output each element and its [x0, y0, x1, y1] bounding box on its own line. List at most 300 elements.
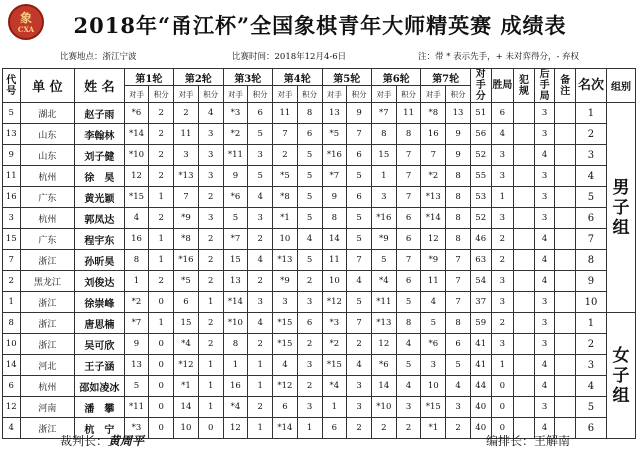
- subheader-round-2-opp: 对手: [174, 86, 199, 103]
- rank: 3: [576, 355, 607, 376]
- player-unit: 黑龙江: [20, 271, 75, 292]
- subheader-round-3-pts: 积分: [248, 86, 273, 103]
- player-code: 15: [3, 229, 21, 250]
- compiler: 编排长：王解南: [486, 434, 571, 448]
- round-7-points: 5: [446, 355, 471, 376]
- table-row: [3, 376, 636, 397]
- round-6-points: 7: [396, 250, 421, 271]
- opponent-points: 41: [470, 334, 491, 355]
- round-7-opponent: 16: [421, 124, 446, 145]
- round-6-opponent: *4: [371, 271, 396, 292]
- round-5-points: 7: [347, 124, 372, 145]
- opponent-points: 54: [470, 271, 491, 292]
- round-5-opponent: *15: [322, 355, 347, 376]
- remark: [555, 397, 576, 418]
- subheader-round-1-opp: 对手: [124, 86, 149, 103]
- subheader-round-4-pts: 积分: [297, 86, 322, 103]
- round-6-points: 6: [396, 271, 421, 292]
- round-2-opponent: 11: [174, 124, 199, 145]
- opponent-points: 37: [470, 292, 491, 313]
- wins: 2: [491, 250, 514, 271]
- round-2-points: 2: [198, 250, 223, 271]
- round-5-points: 5: [347, 166, 372, 187]
- round-3-points: 4: [248, 313, 273, 334]
- round-6-points: 5: [396, 355, 421, 376]
- round-2-opponent: 15: [174, 313, 199, 334]
- player-name: 唐思楠: [75, 313, 124, 334]
- round-4-points: 2: [297, 376, 322, 397]
- round-2-opponent: 14: [174, 397, 199, 418]
- round-1-opponent: *10: [124, 145, 149, 166]
- round-7-opponent: 4: [421, 292, 446, 313]
- fouls: [514, 229, 535, 250]
- player-unit: 杭州: [20, 376, 75, 397]
- group-female: 女子组: [606, 313, 635, 439]
- player-code: 6: [3, 376, 21, 397]
- round-1-opponent: 13: [124, 355, 149, 376]
- round-4-opponent: 11: [273, 103, 298, 124]
- round-4-opponent: 2: [273, 145, 298, 166]
- header-group: 组别: [606, 69, 635, 103]
- rank: 1: [576, 313, 607, 334]
- round-1-points: 2: [149, 124, 174, 145]
- round-3-opponent: 12: [223, 418, 248, 439]
- subheader-round-1-pts: 积分: [149, 86, 174, 103]
- subheader-round-3-opp: 对手: [223, 86, 248, 103]
- round-2-points: 2: [198, 313, 223, 334]
- round-1-points: 1: [149, 187, 174, 208]
- player-name: 赵子雨: [75, 103, 124, 124]
- header-fouls: 犯规: [514, 69, 535, 103]
- remark: [555, 250, 576, 271]
- round-4-points: 6: [297, 313, 322, 334]
- round-3-points: 2: [248, 271, 273, 292]
- table-row: [3, 355, 636, 376]
- round-6-opponent: *13: [371, 313, 396, 334]
- player-unit: 广东: [20, 187, 75, 208]
- player-name: 徐 昊: [75, 166, 124, 187]
- player-unit: 山东: [20, 145, 75, 166]
- rank: 9: [576, 271, 607, 292]
- meta-time: 比赛时间：2018年12月4-6日: [232, 52, 347, 62]
- round-3-opponent: *14: [223, 292, 248, 313]
- rank: 1: [576, 103, 607, 124]
- player-name: 程宇东: [75, 229, 124, 250]
- round-4-opponent: 6: [273, 397, 298, 418]
- round-4-points: 5: [297, 250, 322, 271]
- round-1-opponent: 12: [124, 166, 149, 187]
- table-row: [3, 313, 636, 334]
- player-unit: 湖北: [20, 103, 75, 124]
- player-name: 李翰林: [75, 124, 124, 145]
- fouls: [514, 292, 535, 313]
- back-wins: 3: [534, 187, 555, 208]
- round-6-opponent: 14: [371, 376, 396, 397]
- round-3-opponent: 13: [223, 271, 248, 292]
- round-7-points: 9: [446, 145, 471, 166]
- round-5-opponent: 11: [322, 250, 347, 271]
- chief-label: 裁判长：: [60, 434, 109, 448]
- opponent-points: 52: [470, 208, 491, 229]
- remark: [555, 145, 576, 166]
- round-7-points: 4: [446, 376, 471, 397]
- rank: 6: [576, 418, 607, 439]
- round-5-points: 6: [347, 145, 372, 166]
- round-2-opponent: 10: [174, 418, 199, 439]
- round-7-opponent: *13: [421, 187, 446, 208]
- rank: 10: [576, 292, 607, 313]
- table-row: [3, 208, 636, 229]
- round-2-opponent: *8: [174, 229, 199, 250]
- remark: [555, 271, 576, 292]
- opponent-points: 59: [470, 313, 491, 334]
- fouls: [514, 355, 535, 376]
- rank: 2: [576, 124, 607, 145]
- player-code: 16: [3, 187, 21, 208]
- back-wins: 3: [534, 124, 555, 145]
- round-3-points: 6: [248, 103, 273, 124]
- player-name: 徐崇峰: [75, 292, 124, 313]
- fouls: [514, 313, 535, 334]
- round-5-opponent: *5: [322, 124, 347, 145]
- remark: [555, 166, 576, 187]
- fouls: [514, 250, 535, 271]
- round-1-opponent: *11: [124, 397, 149, 418]
- fouls: [514, 376, 535, 397]
- header-wins: 胜局: [491, 69, 514, 103]
- round-5-opponent: 9: [322, 187, 347, 208]
- opponent-points: 41: [470, 355, 491, 376]
- round-6-opponent: 1: [371, 166, 396, 187]
- fouls: [514, 334, 535, 355]
- opponent-points: 44: [470, 376, 491, 397]
- back-wins: 3: [534, 292, 555, 313]
- player-code: 14: [3, 355, 21, 376]
- round-3-opponent: 8: [223, 334, 248, 355]
- round-5-opponent: 10: [322, 271, 347, 292]
- player-code: 2: [3, 271, 21, 292]
- round-5-opponent: *16: [322, 145, 347, 166]
- round-2-points: 1: [198, 355, 223, 376]
- remark: [555, 124, 576, 145]
- round-6-points: 7: [396, 145, 421, 166]
- round-4-opponent: 10: [273, 229, 298, 250]
- fouls: [514, 124, 535, 145]
- group-male: 男子组: [606, 103, 635, 313]
- round-3-opponent: *3: [223, 103, 248, 124]
- round-7-points: 8: [446, 187, 471, 208]
- round-5-points: 5: [347, 208, 372, 229]
- back-wins: 4: [534, 355, 555, 376]
- player-unit: 河北: [20, 355, 75, 376]
- round-1-points: 0: [149, 418, 174, 439]
- remark: [555, 334, 576, 355]
- round-5-points: 2: [347, 418, 372, 439]
- round-2-opponent: 2: [174, 103, 199, 124]
- player-unit: 河南: [20, 397, 75, 418]
- fouls: [514, 208, 535, 229]
- logo-text: CXA: [17, 25, 35, 34]
- player-code: 11: [3, 166, 21, 187]
- player-name: 郭凤达: [75, 208, 124, 229]
- round-7-opponent: *15: [421, 397, 446, 418]
- table-row: [3, 124, 636, 145]
- wins: 6: [491, 103, 514, 124]
- round-5-points: 7: [347, 250, 372, 271]
- player-name: 孙昕昊: [75, 250, 124, 271]
- player-unit: 山东: [20, 124, 75, 145]
- logo-glyph: 象: [19, 11, 32, 25]
- round-2-points: 3: [198, 208, 223, 229]
- round-3-opponent: 15: [223, 250, 248, 271]
- player-unit: 浙江: [20, 313, 75, 334]
- round-6-opponent: *10: [371, 397, 396, 418]
- round-7-opponent: 7: [421, 145, 446, 166]
- round-3-points: 2: [248, 334, 273, 355]
- table-row: [3, 250, 636, 271]
- subheader-round-5-pts: 积分: [347, 86, 372, 103]
- table-row: [3, 292, 636, 313]
- subheader-round-7-opp: 对手: [421, 86, 446, 103]
- round-2-opponent: 7: [174, 187, 199, 208]
- round-6-opponent: *16: [371, 208, 396, 229]
- round-3-points: 3: [248, 208, 273, 229]
- round-3-opponent: 9: [223, 166, 248, 187]
- round-1-points: 0: [149, 334, 174, 355]
- header-round-4: 第4轮: [273, 69, 322, 86]
- subheader-round-6-pts: 积分: [396, 86, 421, 103]
- round-3-opponent: 5: [223, 208, 248, 229]
- round-4-points: 5: [297, 166, 322, 187]
- player-code: 5: [3, 103, 21, 124]
- back-wins: 3: [534, 166, 555, 187]
- round-7-opponent: 10: [421, 376, 446, 397]
- round-2-opponent: *1: [174, 376, 199, 397]
- back-wins: 4: [534, 250, 555, 271]
- round-5-opponent: *3: [322, 313, 347, 334]
- round-2-points: 3: [198, 166, 223, 187]
- rank: 6: [576, 208, 607, 229]
- round-6-points: 4: [396, 334, 421, 355]
- round-5-points: 4: [347, 355, 372, 376]
- round-4-points: 3: [297, 355, 322, 376]
- opponent-points: 55: [470, 166, 491, 187]
- rank: 4: [576, 166, 607, 187]
- player-code: 3: [3, 208, 21, 229]
- back-wins: 3: [534, 397, 555, 418]
- wins: 3: [491, 334, 514, 355]
- round-1-opponent: *7: [124, 313, 149, 334]
- round-3-points: 5: [248, 124, 273, 145]
- player-unit: 广东: [20, 229, 75, 250]
- round-7-points: 8: [446, 166, 471, 187]
- round-5-opponent: 13: [322, 103, 347, 124]
- round-1-points: 2: [149, 145, 174, 166]
- round-7-points: 6: [446, 334, 471, 355]
- round-6-points: 6: [396, 208, 421, 229]
- table-row: [3, 229, 636, 250]
- round-6-points: 4: [396, 376, 421, 397]
- rank: 2: [576, 334, 607, 355]
- fouls: [514, 271, 535, 292]
- round-3-opponent: *10: [223, 313, 248, 334]
- round-5-opponent: *2: [322, 334, 347, 355]
- round-6-opponent: 8: [371, 124, 396, 145]
- wins: 2: [491, 313, 514, 334]
- player-code: 7: [3, 250, 21, 271]
- back-wins: 3: [534, 334, 555, 355]
- round-4-opponent: *13: [273, 250, 298, 271]
- round-5-opponent: 14: [322, 229, 347, 250]
- round-4-points: 5: [297, 208, 322, 229]
- round-2-opponent: *5: [174, 271, 199, 292]
- opponent-points: 40: [470, 418, 491, 439]
- opponent-points: 46: [470, 229, 491, 250]
- header-round-1: 第1轮: [124, 69, 173, 86]
- round-1-points: 2: [149, 166, 174, 187]
- round-4-points: 8: [297, 103, 322, 124]
- round-6-points: 3: [396, 397, 421, 418]
- round-6-opponent: *6: [371, 355, 396, 376]
- round-3-points: 3: [248, 292, 273, 313]
- round-7-points: 13: [446, 103, 471, 124]
- player-unit: 浙江: [20, 334, 75, 355]
- round-3-points: 3: [248, 145, 273, 166]
- page-title: 2018年“甬江杯”全国象棋青年大师精英赛 成绩表: [73, 13, 567, 38]
- wins: 3: [491, 292, 514, 313]
- round-5-opponent: *4: [322, 376, 347, 397]
- round-1-points: 1: [149, 229, 174, 250]
- round-1-points: 2: [149, 271, 174, 292]
- header-back-wins: 后手局: [534, 69, 555, 103]
- round-7-points: 8: [446, 208, 471, 229]
- round-4-opponent: 3: [273, 292, 298, 313]
- round-3-opponent: *4: [223, 397, 248, 418]
- round-6-opponent: 3: [371, 187, 396, 208]
- round-6-opponent: 2: [371, 418, 396, 439]
- round-2-opponent: *4: [174, 334, 199, 355]
- round-4-opponent: 4: [273, 355, 298, 376]
- player-name: 刘子健: [75, 145, 124, 166]
- round-5-points: 4: [347, 271, 372, 292]
- subheader-round-5-opp: 对手: [322, 86, 347, 103]
- remark: [555, 103, 576, 124]
- round-6-opponent: *9: [371, 229, 396, 250]
- fouls: [514, 145, 535, 166]
- remark: [555, 355, 576, 376]
- round-1-points: 0: [149, 376, 174, 397]
- round-4-points: 3: [297, 397, 322, 418]
- round-6-opponent: *11: [371, 292, 396, 313]
- player-unit: 杭州: [20, 208, 75, 229]
- round-4-points: 6: [297, 124, 322, 145]
- round-6-points: 11: [396, 103, 421, 124]
- remark: [555, 313, 576, 334]
- fouls: [514, 166, 535, 187]
- round-2-points: 2: [198, 334, 223, 355]
- round-5-points: 6: [347, 187, 372, 208]
- round-5-points: 9: [347, 103, 372, 124]
- subheader-round-4-opp: 对手: [273, 86, 298, 103]
- header-round-5: 第5轮: [322, 69, 371, 86]
- header-rank: 名次: [576, 69, 607, 103]
- wins: 0: [491, 397, 514, 418]
- player-unit: 浙江: [20, 418, 75, 439]
- round-2-points: 3: [198, 124, 223, 145]
- table-row: [3, 166, 636, 187]
- round-2-points: 2: [198, 187, 223, 208]
- round-2-points: 4: [198, 103, 223, 124]
- round-7-points: 7: [446, 250, 471, 271]
- round-5-points: 3: [347, 376, 372, 397]
- round-1-points: 0: [149, 292, 174, 313]
- round-5-opponent: 1: [322, 397, 347, 418]
- round-6-opponent: 5: [371, 250, 396, 271]
- wins: 3: [491, 166, 514, 187]
- opponent-points: 63: [470, 250, 491, 271]
- player-name: 杭 宁: [75, 418, 124, 439]
- wins: 1: [491, 187, 514, 208]
- round-4-opponent: *14: [273, 418, 298, 439]
- table-row: [3, 187, 636, 208]
- wins: 0: [491, 376, 514, 397]
- results-table: [2, 68, 636, 439]
- round-3-points: 4: [248, 187, 273, 208]
- round-2-opponent: 3: [174, 145, 199, 166]
- wins: 0: [491, 418, 514, 439]
- round-2-points: 1: [198, 397, 223, 418]
- round-4-points: 2: [297, 271, 322, 292]
- back-wins: 3: [534, 103, 555, 124]
- round-4-points: 5: [297, 145, 322, 166]
- remark: [555, 292, 576, 313]
- player-code: 12: [3, 397, 21, 418]
- header-round-6: 第6轮: [371, 69, 420, 86]
- remark: [555, 187, 576, 208]
- fouls: [514, 103, 535, 124]
- round-7-points: 8: [446, 313, 471, 334]
- player-code: 4: [3, 418, 21, 439]
- round-3-points: 1: [248, 376, 273, 397]
- player-unit: 杭州: [20, 166, 75, 187]
- round-4-points: 1: [297, 418, 322, 439]
- player-code: 10: [3, 334, 21, 355]
- header-remark: 备注: [555, 69, 576, 103]
- round-6-points: 2: [396, 418, 421, 439]
- remark: [555, 229, 576, 250]
- round-3-opponent: *11: [223, 145, 248, 166]
- round-7-opponent: 3: [421, 355, 446, 376]
- round-4-points: 4: [297, 229, 322, 250]
- fouls: [514, 187, 535, 208]
- round-7-opponent: *9: [421, 250, 446, 271]
- player-code: 8: [3, 313, 21, 334]
- wins: 4: [491, 124, 514, 145]
- rank: 4: [576, 376, 607, 397]
- round-7-opponent: *8: [421, 103, 446, 124]
- round-3-points: 2: [248, 397, 273, 418]
- meta-note: 注：带 * 表示先手，+ 未对弈得分，- 弃权: [418, 52, 580, 62]
- round-4-points: 2: [297, 334, 322, 355]
- round-5-opponent: *7: [322, 166, 347, 187]
- round-2-opponent: *16: [174, 250, 199, 271]
- table-row: [3, 271, 636, 292]
- wins: 3: [491, 271, 514, 292]
- subheader-round-7-pts: 积分: [446, 86, 471, 103]
- header-code: 代号: [3, 69, 21, 103]
- header-name: 姓 名: [75, 69, 124, 103]
- table-row: [3, 334, 636, 355]
